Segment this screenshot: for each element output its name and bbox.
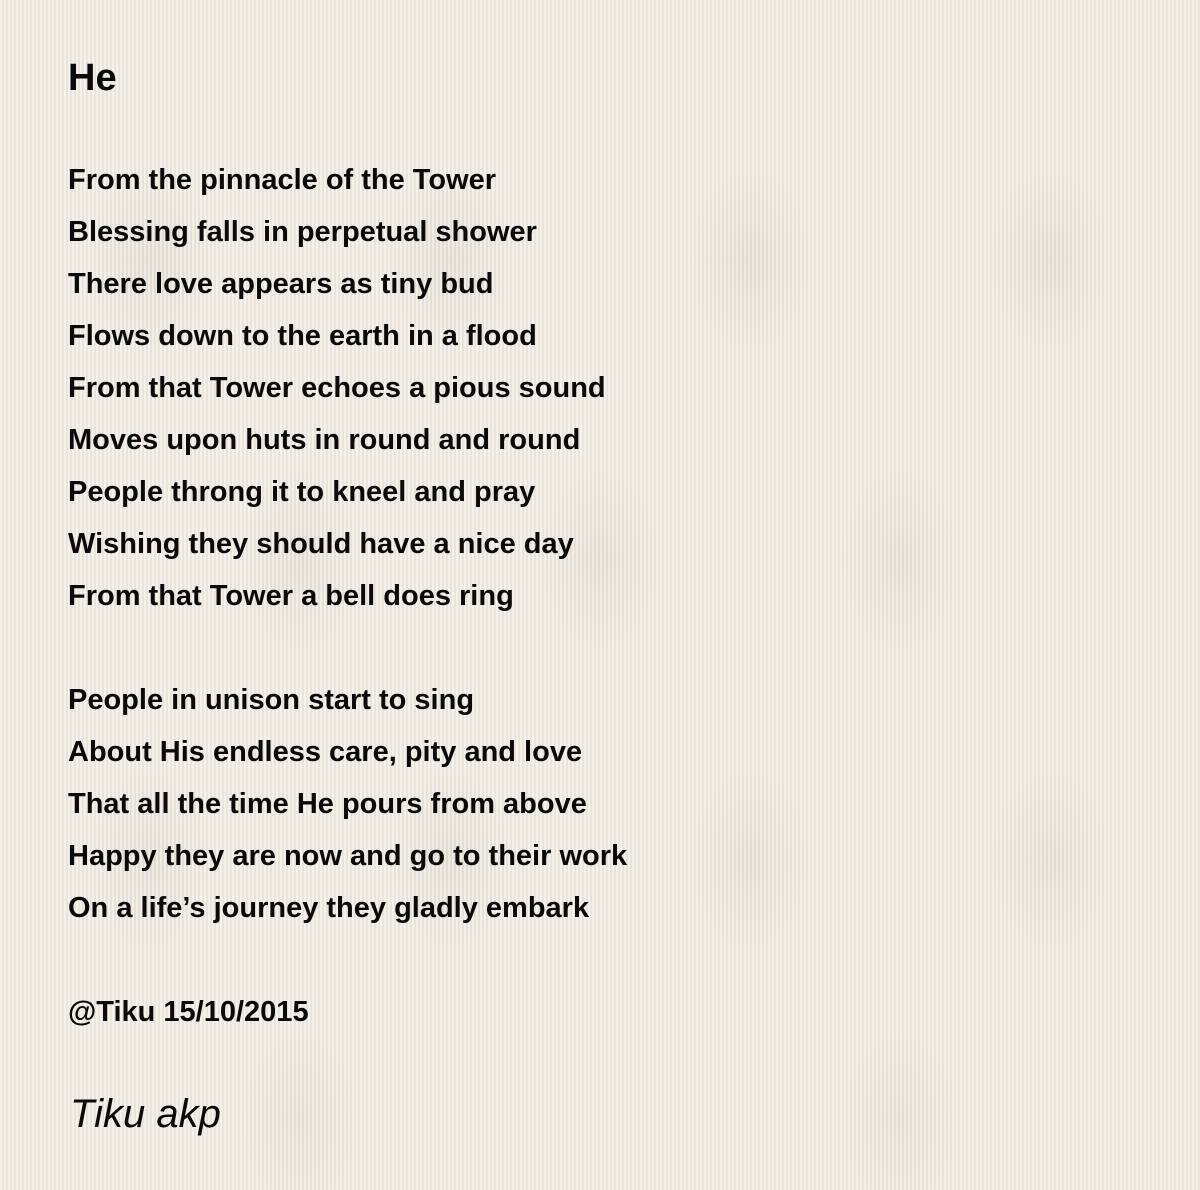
poem-line: There love appears as tiny bud [68,268,494,300]
poem-line: Flows down to the earth in a flood [68,320,537,352]
poem-line: Happy they are now and go to their work [68,840,628,872]
stanza-break [68,622,1148,674]
poem-line: From that Tower a bell does ring [68,580,514,612]
poem-line: People in unison start to sing [68,684,475,716]
poem-line: Moves upon huts in round and round [68,424,581,456]
author-name: Tiku akp [70,1092,221,1136]
stanza-break [68,934,1148,986]
poem-line: Wishing they should have a nice day [68,528,574,560]
poem-line: On a life’s journey they gladly embark [68,892,590,924]
poem-body [68,154,1148,1038]
poem-title: He [68,57,117,99]
poem-line: Blessing falls in perpetual shower [68,216,537,248]
poem-line: From that Tower echoes a pious sound [68,372,606,404]
poem-signature: @Tiku 15/10/2015 [68,996,309,1028]
poem-line: From the pinnacle of the Tower [68,164,497,196]
poem-line: About His endless care, pity and love [68,736,583,768]
poem-line: People throng it to kneel and pray [68,476,536,508]
poem-line: That all the time He pours from above [68,788,587,820]
